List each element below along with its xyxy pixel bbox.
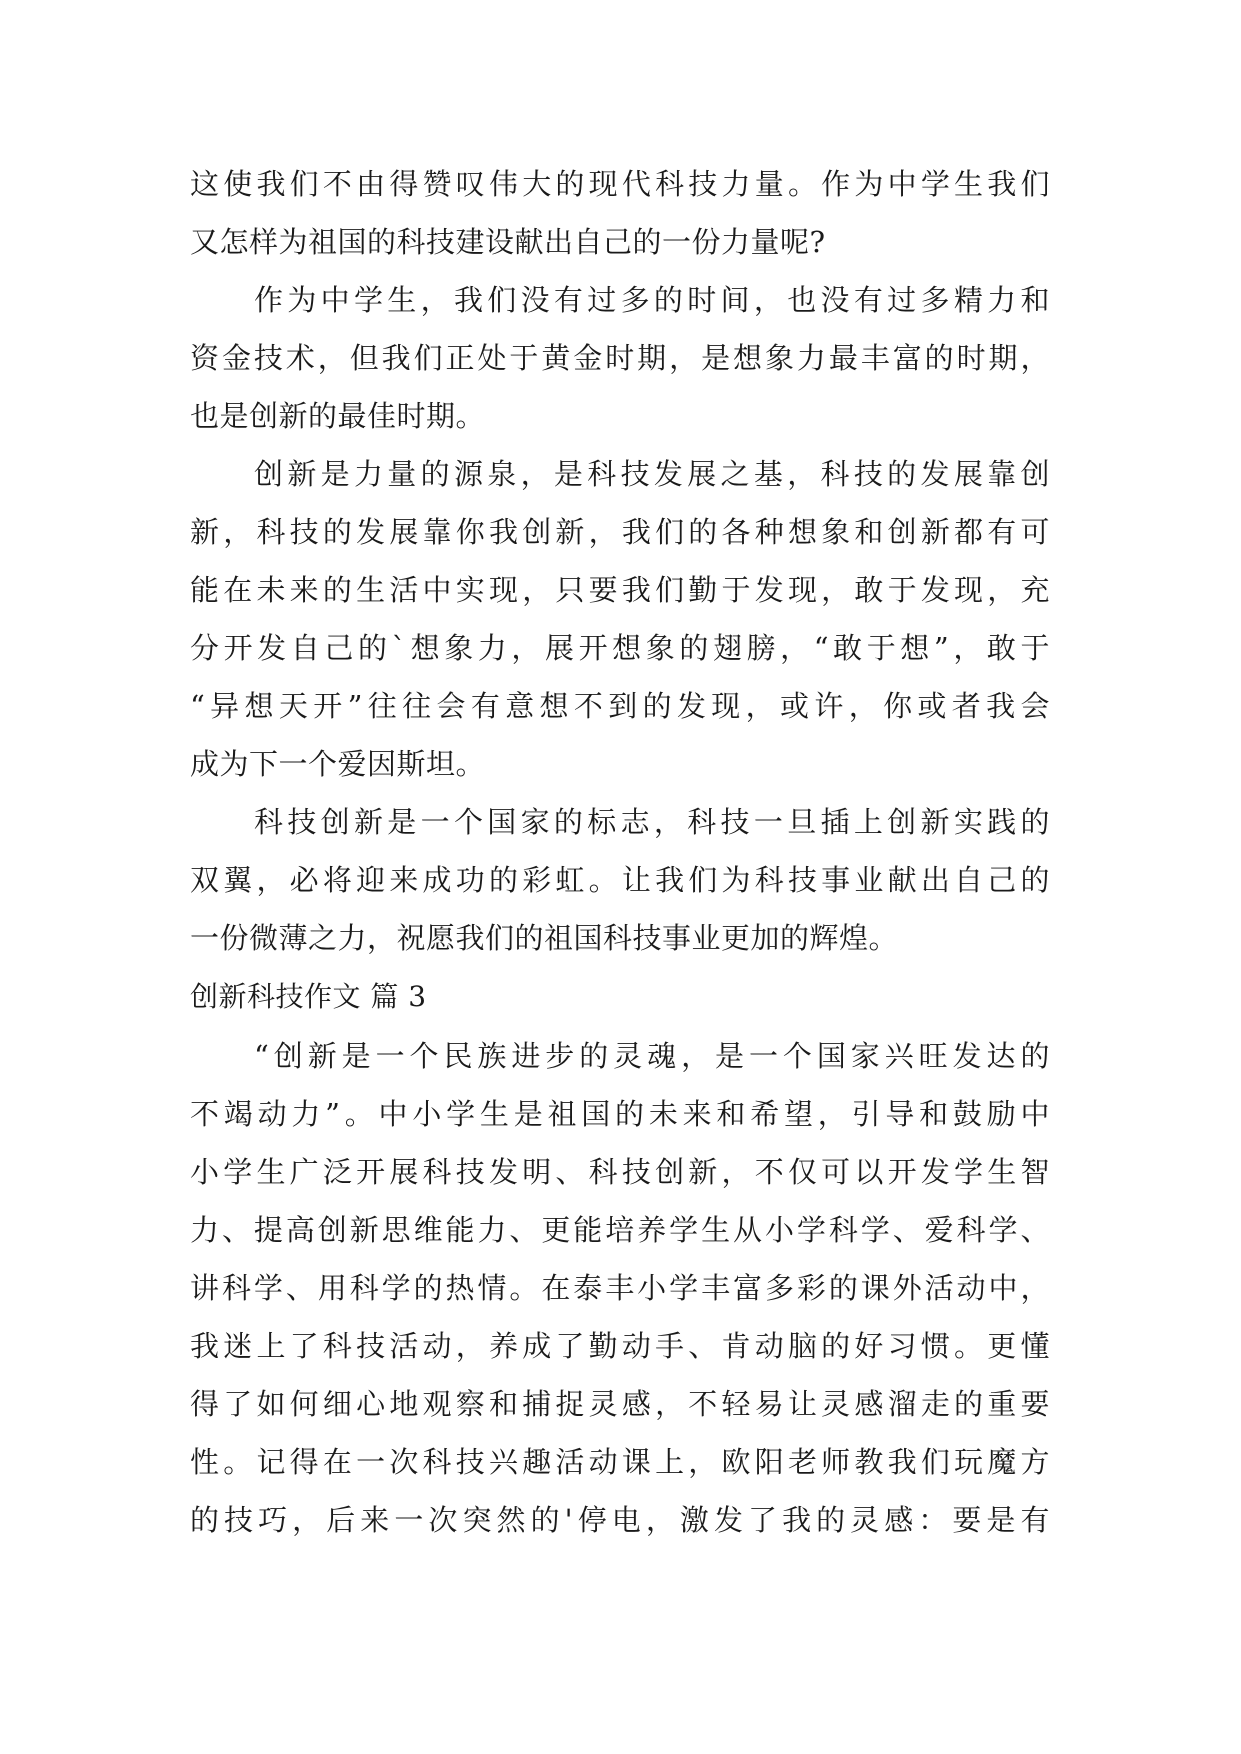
text-line: 成为下一个爱因斯坦。	[190, 747, 486, 781]
article-body	[190, 155, 1050, 1549]
text-line: 小学生广泛开展科技发明、科技创新，不仅可以开发学生智	[190, 1155, 1050, 1189]
text-line: 作为中学生，我们没有过多的时间，也没有过多精力和	[254, 283, 1050, 317]
text-line: 双翼，必将迎来成功的彩虹。让我们为科技事业献出自己的	[190, 863, 1050, 897]
text-line: 一份微薄之力，祝愿我们的祖国科技事业更加的辉煌。	[190, 921, 899, 955]
text-line: 创新是力量的源泉，是科技发展之基，科技的发展靠创	[254, 457, 1050, 491]
text-line: 资金技术，但我们正处于黄金时期，是想象力最丰富的时期，	[190, 341, 1050, 375]
text-line: 这使我们不由得赞叹伟大的现代科技力量。作为中学生我们	[190, 167, 1050, 201]
text-line: “异想天开”往往会有意想不到的发现，或许，你或者我会	[190, 689, 1050, 723]
text-line: 不竭动力”。中小学生是祖国的未来和希望，引导和鼓励中	[190, 1097, 1050, 1131]
text-line: 的技巧，后来一次突然的'停电，激发了我的灵感：要是有	[190, 1503, 1050, 1537]
text-line: 我迷上了科技活动，养成了勤动手、肯动脑的好习惯。更懂	[190, 1329, 1050, 1363]
text-line: 科技创新是一个国家的标志，科技一旦插上创新实践的	[254, 805, 1050, 839]
text-line: “创新是一个民族进步的灵魂，是一个国家兴旺发达的	[254, 1039, 1050, 1073]
text-line: 力、提高创新思维能力、更能培养学生从小学科学、爱科学、	[190, 1213, 1050, 1247]
text-line: 又怎样为祖国的科技建设献出自己的一份力量呢?	[190, 225, 826, 259]
text-line: 也是创新的最佳时期。	[190, 399, 486, 433]
text-line: 分开发自己的`想象力，展开想象的翅膀，“敢于想”，敢于	[190, 631, 1050, 665]
text-line: 新，科技的发展靠你我创新，我们的各种想象和创新都有可	[190, 515, 1050, 549]
section-heading: 创新科技作文 篇 3	[190, 980, 427, 1013]
text-line: 能在未来的生活中实现，只要我们勤于发现，敢于发现，充	[190, 573, 1050, 607]
text-line: 性。记得在一次科技兴趣活动课上，欧阳老师教我们玩魔方	[190, 1445, 1050, 1479]
text-line: 讲科学、用科学的热情。在泰丰小学丰富多彩的课外活动中，	[190, 1271, 1050, 1305]
text-line: 得了如何细心地观察和捕捉灵感，不轻易让灵感溜走的重要	[190, 1387, 1050, 1421]
